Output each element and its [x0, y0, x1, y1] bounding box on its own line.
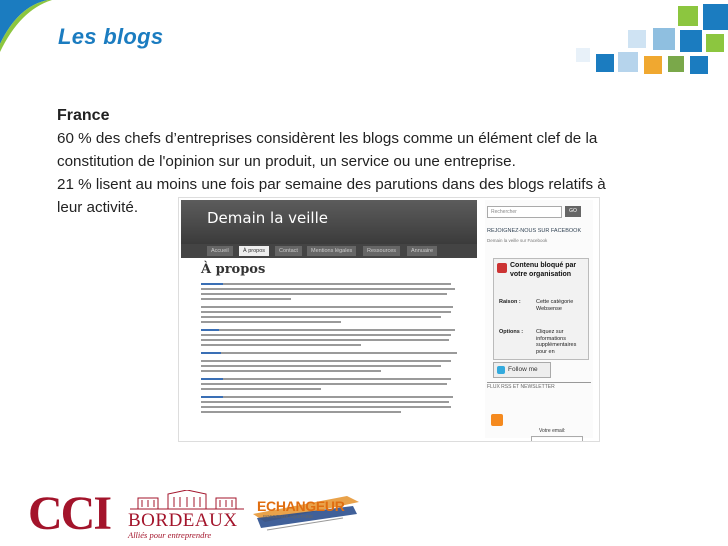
body-line: 60 % des chefs d’entreprises considèrent les blogs comme un élément clef de la [57, 130, 598, 147]
slide-title: Les blogs [58, 24, 164, 49]
cci-city: BORDEAUX [128, 510, 238, 531]
search-input[interactable]: Rechercher [487, 206, 562, 218]
reason-value: Cette catégorie Websense [536, 299, 574, 312]
email-label: Votre email: [539, 428, 566, 434]
decorative-squares [478, 0, 728, 95]
site-title: Demain la veille [207, 209, 328, 227]
corner-decoration [0, 0, 60, 60]
email-input[interactable] [531, 436, 583, 442]
rss-heading: FLUX RSS ET NEWSLETTER [487, 384, 555, 390]
echangeur-text: ECHANGEUR [257, 498, 345, 514]
blog-screenshot [178, 197, 600, 442]
page-heading: À propos [201, 262, 266, 277]
facebook-link[interactable]: Demain la veille sur Facebook [487, 238, 548, 243]
options-value[interactable]: Cliquez sur informations supplémentaires pour en [536, 329, 577, 355]
nav-tab: Annuaire [407, 246, 437, 256]
divider [487, 382, 591, 383]
nav-tab: Ressources [363, 246, 400, 256]
blocked-content-panel [493, 258, 589, 360]
building-icon [128, 490, 246, 510]
page-content [201, 262, 465, 437]
nav-tab: Mentions légales [307, 246, 356, 256]
facebook-heading: REJOIGNEZ-NOUS SUR FACEBOOK [487, 228, 582, 234]
nav-tab-active: À propos [239, 246, 269, 256]
cci-logo [28, 484, 248, 540]
site-sidebar [485, 200, 593, 438]
cci-logo-text: CCI [28, 487, 111, 540]
cci-tagline: Alliés pour entreprendre [128, 530, 212, 540]
nav-tab: Accueil [207, 246, 233, 256]
section-heading: France [57, 107, 110, 124]
reason-label: Raison : [499, 299, 521, 305]
body-line: leur activité. [57, 199, 139, 216]
search-go-button[interactable]: GO [565, 206, 581, 217]
follow-me-button[interactable]: Follow me [493, 362, 551, 378]
rss-icon[interactable] [491, 414, 503, 426]
body-line: constitution de l'opinion sur un produit, un service ou une entreprise. [57, 153, 516, 170]
options-label: Options : [499, 329, 524, 335]
blocked-title: Contenu bloqué par votre organisation [510, 262, 577, 278]
echangeur-logo [247, 488, 362, 538]
echangeur-subtitle: BORDEAUX AQUITAINE [263, 514, 314, 519]
page-text-blur [201, 281, 465, 431]
blocked-icon [497, 263, 507, 273]
nav-tab: Contact [275, 246, 302, 256]
body-line: 21 % lisent au moins une fois par semaine des parutions dans des blogs relatifs à [57, 176, 606, 193]
site-header [181, 200, 477, 244]
site-nav [181, 244, 477, 258]
